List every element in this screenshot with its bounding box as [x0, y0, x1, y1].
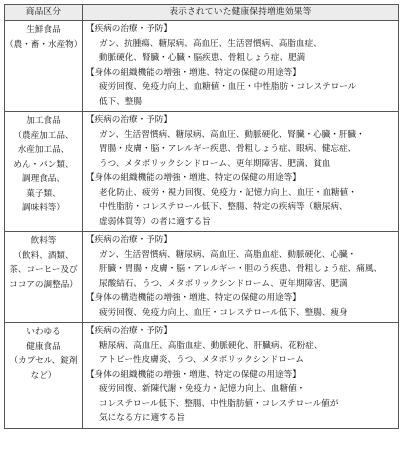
section-items [86, 248, 396, 292]
section-heading: 【疾病の治療・予防】 [86, 235, 172, 245]
section-heading: 【身体の組織機能の増強・増進、特定の保健の用途等】 [86, 67, 301, 78]
effects-cell [83, 112, 399, 232]
category-line: 飲料等 [30, 236, 57, 246]
effect-line: 疲労回復、免疫力向上、血糖値・血圧・中性脂肪・コレステロール [99, 82, 357, 92]
section-items [86, 80, 396, 109]
effect-line: 糖尿病、高血圧、高脂血症、動脈硬化、肝臓病、花粉症、 [99, 340, 323, 351]
category-line: 茶、コーヒー及び [9, 265, 78, 275]
effect-line: コレステロール低下、整腸、中性脂肪値・コレステロール値が [99, 398, 339, 409]
effects-cell [83, 21, 399, 112]
table-row [5, 21, 399, 112]
column-header-effects: 表示されていた健康保持増進効果等 [83, 5, 399, 21]
section-heading: 【身体の組織機能の増強・増進、特定の保健の用途等】 [86, 173, 301, 183]
section-items [86, 37, 396, 66]
effect-line: 老化防止、疲労・視力回復、免疫力・記憶力向上、血圧・血糖値・ [99, 187, 357, 198]
effect-line: うつ、メタボリックシンドローム、更年期障害、肥満、貧血 [99, 158, 331, 169]
category-cell [5, 232, 83, 323]
category-line: 水産加工品、 [17, 145, 70, 155]
category-line: 生鮮食品 [26, 25, 61, 35]
category-line: ココアの調整品） [9, 279, 78, 290]
category-cell [5, 323, 83, 429]
category-line: 菓子類、 [26, 188, 61, 199]
category-line: 調味料等） [22, 203, 65, 213]
effect-line: ガン、生活習慣病、糖尿病、高血圧、高脂血症、動脈硬化、心臓・ [99, 249, 357, 260]
section-items [86, 382, 396, 426]
category-line: 調理食品、 [22, 174, 65, 184]
effect-line: 尿酸結石、うつ、メタボリックシンドローム、更年期障害、肥満 [99, 278, 348, 289]
effect-line: 肝臓・胃腸・皮膚・脳・アレルギー・胆のう疾患、骨粗しょう症、痛風、 [99, 264, 383, 274]
effects-cell [83, 323, 399, 429]
section-items [86, 128, 396, 172]
category-line: など） [30, 370, 57, 381]
section-heading: 【身体の組織機能の増強・増進、特定の保健の用途等】 [86, 369, 301, 380]
effect-line: ガン、抗腫瘍、糖尿病、高血圧、生活習慣病、高脂血症、 [99, 38, 322, 49]
effect-line: 疲労回復、免疫力向上、血圧・コレステロール低下、整腸、痩身 [99, 307, 348, 318]
section-heading: 【疾病の治療・予防】 [86, 326, 172, 336]
effect-line: 低下、整腸 [99, 96, 142, 107]
category-line: （農産加工品、 [13, 130, 74, 141]
category-line: 加工食品 [26, 116, 61, 126]
effect-line: 虚弱体質等）の者に適する旨 [99, 216, 211, 227]
effect-line: 胃腸・皮膚・脳・アレルギー疾患、骨粗しょう症、眼病、健忘症、 [99, 144, 357, 154]
section-items [86, 306, 396, 321]
health-claims-table [4, 4, 399, 429]
category-line: （農・畜・水産物） [5, 39, 83, 50]
column-header-category: 商品区分 [5, 5, 83, 21]
table-row [5, 232, 399, 323]
category-cell [5, 21, 83, 112]
category-cell [5, 112, 83, 232]
section-heading: 【疾病の治療・予防】 [86, 24, 172, 34]
table-row [5, 323, 399, 429]
section-heading: 【身体の構造機能の増強・増進、特定の保健の用途等】 [86, 293, 301, 303]
effect-line: 疲労回復、新陳代謝・免疫力・記憶力向上、血糖値・ [99, 384, 306, 394]
category-line: めん・パン類、 [13, 159, 74, 170]
category-line: いわゆる [26, 327, 61, 337]
table-header-row [5, 5, 399, 21]
section-items [86, 186, 396, 230]
effect-line: ガン、生活習慣病、糖尿病、高血圧、動脈硬化、腎臓・心臓・肝臓・ [99, 129, 365, 140]
effects-cell [83, 232, 399, 323]
category-line: （飲料、酒類、 [13, 250, 74, 261]
effect-line: 中性脂肪・コレステロール低下、整腸、特定の疾病等（糖尿病、 [99, 202, 348, 212]
effect-line: アトピー性皮膚炎、うつ、メタボリックシンドローム [99, 355, 305, 365]
table-row [5, 112, 399, 232]
section-heading: 【疾病の治療・予防】 [86, 115, 172, 125]
section-items [86, 339, 396, 368]
category-line: （カプセル、錠剤 [9, 356, 78, 366]
category-line: 健康食品 [26, 341, 61, 352]
effect-line: 気になる方に適する旨 [99, 413, 185, 423]
effect-line: 動脈硬化、腎臓・心臓・脳疾患、骨粗しょう症、肥満 [99, 53, 306, 63]
